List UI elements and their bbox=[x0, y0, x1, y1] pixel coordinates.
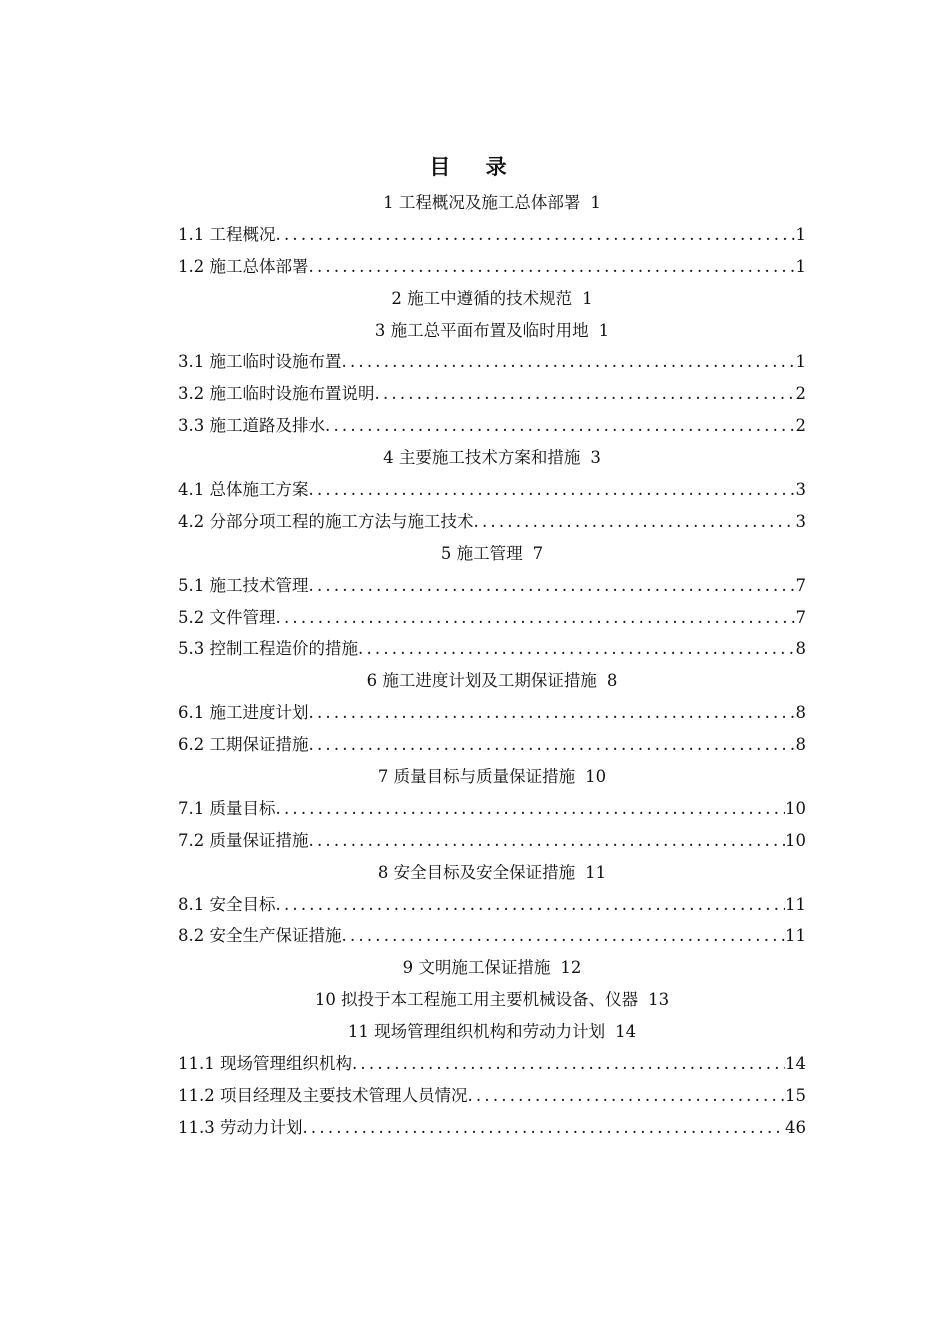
toc-entry-label: 3.1 施工临时设施布置 bbox=[178, 352, 342, 372]
toc-entry-label: 5.1 施工技术管理 bbox=[178, 575, 309, 595]
toc-entry-label: 11.1 现场管理组织机构 bbox=[178, 1054, 352, 1074]
toc-entry-label: 5.2 文件管理 bbox=[178, 607, 276, 627]
toc-page-number: 1 bbox=[590, 193, 601, 212]
toc-page-number: 1 bbox=[582, 288, 593, 308]
toc-dot-leader bbox=[342, 346, 796, 378]
toc-dot-leader bbox=[358, 633, 796, 665]
toc-chapter-entry[interactable] bbox=[178, 538, 806, 570]
toc-dot-leader bbox=[375, 378, 796, 410]
toc-page-number: 3 bbox=[590, 448, 601, 468]
toc-entry-label: 3 施工总平面布置及临时用地 bbox=[374, 320, 589, 340]
toc-dot-leader bbox=[474, 506, 796, 538]
toc-chapter-entry[interactable] bbox=[178, 283, 806, 315]
toc-dot-leader bbox=[309, 825, 786, 857]
toc-entry-label: 8.2 安全生产保证措施 bbox=[178, 926, 342, 946]
toc-section-entry[interactable] bbox=[178, 1048, 806, 1080]
toc-section-entry[interactable] bbox=[178, 1112, 806, 1144]
toc-entry-label: 6 施工进度计划及工期保证措施 bbox=[366, 671, 597, 691]
toc-dot-leader bbox=[309, 697, 796, 729]
toc-dot-leader bbox=[276, 219, 796, 251]
toc-entry-label: 8.1 安全目标 bbox=[178, 894, 276, 914]
toc-page-number: 8 bbox=[795, 735, 806, 755]
toc-entry-label: 6.2 工期保证措施 bbox=[178, 735, 309, 755]
toc-dot-leader bbox=[342, 920, 786, 952]
toc-entry-label: 5 施工管理 bbox=[440, 543, 523, 563]
toc-section-entry[interactable] bbox=[178, 410, 806, 442]
toc-dot-leader bbox=[276, 889, 786, 921]
toc-section-entry[interactable] bbox=[178, 570, 806, 602]
toc-dot-leader bbox=[302, 1112, 785, 1144]
toc-page-number: 8 bbox=[795, 639, 806, 659]
toc-entry-label: 4.1 总体施工方案 bbox=[178, 480, 309, 500]
toc-entry-label: 4.2 分部分项工程的施工方法与施工技术 bbox=[178, 511, 474, 531]
toc-page-number: 11 bbox=[785, 926, 806, 946]
toc-chapter-entry[interactable] bbox=[178, 761, 806, 793]
toc-page-number: 8 bbox=[606, 671, 618, 691]
toc-chapter-entry[interactable] bbox=[178, 442, 806, 474]
toc-page-number: 2 bbox=[795, 416, 806, 436]
toc-entry-label: 6.1 施工进度计划 bbox=[178, 703, 309, 723]
toc-chapter-entry[interactable] bbox=[178, 952, 806, 984]
toc-dot-leader bbox=[309, 474, 796, 506]
toc-page-number: 7 bbox=[795, 607, 806, 627]
toc-page-number: 1 bbox=[795, 256, 806, 276]
toc-chapter-entry[interactable] bbox=[178, 1016, 806, 1048]
toc-dot-leader bbox=[309, 729, 796, 761]
toc-entry-label: 1.2 施工总体部署 bbox=[178, 256, 309, 276]
toc-entry-label: 5.3 控制工程造价的措施 bbox=[178, 639, 358, 659]
toc-page-number: 13 bbox=[648, 990, 670, 1010]
toc-page-number: 46 bbox=[785, 1117, 806, 1137]
toc-entry-label: 1.1 工程概况 bbox=[178, 224, 276, 244]
toc-entry-label: 4 主要施工技术方案和措施 bbox=[383, 448, 581, 468]
toc-entry-label: 2 施工中遵循的技术规范 bbox=[391, 288, 573, 308]
toc-page-number: 10 bbox=[785, 830, 806, 850]
toc-section-entry[interactable] bbox=[178, 602, 806, 634]
toc-entry-label: 8 安全目标及安全保证措施 bbox=[377, 862, 576, 882]
toc-page-number: 3 bbox=[795, 480, 806, 500]
table-of-contents bbox=[178, 187, 806, 1144]
toc-page-number: 7 bbox=[532, 543, 544, 563]
toc-page-number: 10 bbox=[585, 767, 607, 787]
toc-section-entry[interactable] bbox=[178, 889, 806, 921]
toc-section-entry[interactable] bbox=[178, 378, 806, 410]
toc-section-entry[interactable] bbox=[178, 697, 806, 729]
toc-dot-leader bbox=[309, 251, 796, 283]
toc-section-entry[interactable] bbox=[178, 920, 806, 952]
toc-dot-leader bbox=[467, 1080, 785, 1112]
toc-dot-leader bbox=[309, 570, 796, 602]
toc-page-number: 12 bbox=[560, 958, 582, 978]
toc-dot-leader bbox=[276, 602, 796, 634]
toc-page-number: 11 bbox=[585, 862, 607, 882]
toc-section-entry[interactable] bbox=[178, 729, 806, 761]
toc-entry-label: 11 现场管理组织机构和劳动力计划 bbox=[347, 1022, 606, 1042]
toc-chapter-entry[interactable] bbox=[178, 315, 806, 347]
toc-section-entry[interactable] bbox=[178, 474, 806, 506]
toc-section-entry[interactable] bbox=[178, 219, 806, 251]
toc-page-number: 10 bbox=[785, 798, 806, 818]
toc-page-number: 1 bbox=[795, 352, 806, 372]
toc-entry-label: 7.2 质量保证措施 bbox=[178, 830, 309, 850]
toc-page-number: 3 bbox=[795, 511, 806, 531]
toc-entry-label: 11.2 项目经理及主要技术管理人员情况 bbox=[178, 1085, 468, 1105]
toc-page-number: 2 bbox=[795, 384, 806, 404]
toc-entry-label: 11.3 劳动力计划 bbox=[178, 1117, 303, 1137]
toc-title: 目 录 bbox=[429, 154, 521, 179]
toc-page-number: 11 bbox=[785, 894, 806, 914]
toc-section-entry[interactable] bbox=[178, 251, 806, 283]
toc-entry-label: 9 文明施工保证措施 bbox=[402, 958, 551, 978]
toc-chapter-entry[interactable] bbox=[178, 187, 806, 219]
toc-chapter-entry[interactable] bbox=[178, 984, 806, 1016]
toc-page-number: 7 bbox=[795, 575, 806, 595]
toc-dot-leader bbox=[276, 793, 786, 825]
toc-chapter-entry[interactable] bbox=[178, 857, 806, 889]
toc-dot-leader bbox=[352, 1048, 785, 1080]
toc-page-number: 1 bbox=[795, 224, 806, 244]
toc-section-entry[interactable] bbox=[178, 346, 806, 378]
toc-page-number: 14 bbox=[785, 1054, 806, 1074]
toc-section-entry[interactable] bbox=[178, 633, 806, 665]
toc-entry-label: 1 工程概况及施工总体部署 bbox=[383, 193, 581, 212]
toc-chapter-entry[interactable] bbox=[178, 665, 806, 697]
toc-entry-label: 10 拟投于本工程施工用主要机械设备、仪器 bbox=[314, 990, 639, 1010]
toc-entry-label: 3.3 施工道路及排水 bbox=[178, 416, 325, 436]
toc-page-number: 15 bbox=[785, 1085, 806, 1105]
toc-section-entry[interactable] bbox=[178, 825, 806, 857]
toc-entry-label: 7.1 质量目标 bbox=[178, 798, 276, 818]
toc-dot-leader bbox=[325, 410, 796, 442]
toc-entry-label: 3.2 施工临时设施布置说明 bbox=[178, 384, 375, 404]
toc-section-entry[interactable] bbox=[178, 506, 806, 538]
toc-entry-label: 7 质量目标与质量保证措施 bbox=[377, 767, 576, 787]
toc-section-entry[interactable] bbox=[178, 1080, 806, 1112]
toc-page-number: 14 bbox=[615, 1022, 637, 1042]
toc-page-number: 8 bbox=[795, 703, 806, 723]
toc-section-entry[interactable] bbox=[178, 793, 806, 825]
toc-page-number: 1 bbox=[598, 320, 610, 340]
